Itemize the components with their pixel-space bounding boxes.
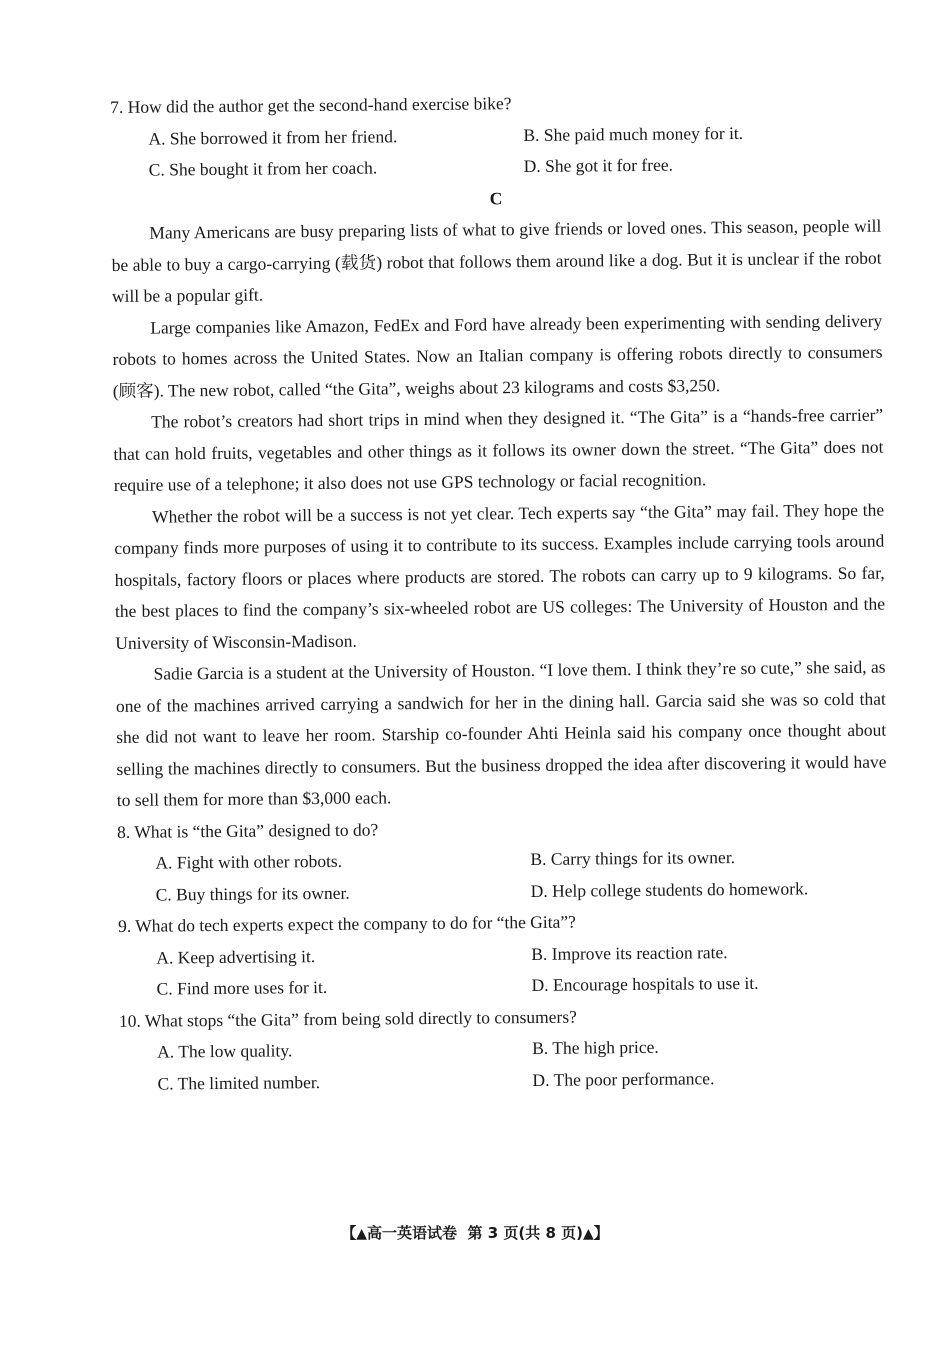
option-a: A. Keep advertising it.: [156, 945, 316, 968]
question-9: [118, 904, 889, 1006]
page-number: 第 3 页(共 8 页): [467, 1224, 583, 1242]
option-c: C. The limited number.: [157, 1071, 321, 1094]
bracket-open: 【: [341, 1224, 357, 1242]
paragraph: Whether the robot will be a success is not yet clear. Tech experts say “the Gita” may fail. They hope the company finds more purposes of using it to contribute to its success. Examples include carrying tools around hospitals, factory floors or places where products are stored. The robots can carry up to 9 kilograms. So far, the best places to find the company’s six-wheeled robot are US colleges: The University of Houston and the University of Wisconsin-Madison.: [114, 499, 886, 653]
option-d: D. Help college students do homework.: [530, 877, 809, 901]
option-a: A. Fight with other robots.: [155, 850, 343, 873]
paragraph: Sadie Garcia is a student at the University of Houston. “I love them. I think they’re so cute,” she said, as one of the machines arrived carrying a sandwich for her in the dining hall. Garcia said she was so cold that she did not want to leave her room. Starship co-founder Ahti Heinla said his company once thought about selling the machines directly to consumers. But the business dropped the idea after discovering it would have to sell them for more than $3,000 each.: [115, 656, 887, 810]
paragraph: Large companies like Amazon, FedEx and Ford have already been experimenting with sending delivery robots to homes across the United States. Now an Italian company is offering robots directly to consumers (顾客). The new robot, called “the Gita”, weighs about 23 kilograms and costs $3,250.: [112, 310, 883, 401]
paragraph: Many Americans are busy preparing lists of what to give friends or loved ones. This season, people will be able to buy a cargo-carrying (载货) robot that follows them around like a dog. But it is unclear if the robot will be a popular gift.: [111, 215, 882, 306]
options: [117, 841, 888, 911]
section-heading: C: [489, 187, 503, 208]
exam-page: [110, 85, 890, 1100]
option-d: D. Encourage hospitals to use it.: [531, 972, 759, 995]
bracket-close: 】: [593, 1224, 609, 1242]
paragraph: The robot’s creators had short trips in mind when they designed it. “The Gita” is a “hands-free carrier” that can hold fruits, vegetables and other things as it follows its owner down the street. “The Gita” does not require use of a telephone; it also does not use GPS technology or facial recognition.: [113, 404, 884, 495]
options: [118, 935, 889, 1005]
option-a: A. The low quality.: [157, 1040, 293, 1062]
option-c: C. Buy things for its owner.: [155, 882, 350, 905]
question-text: 8. What is “the Gita” designed to do?: [117, 818, 379, 842]
question-text: 9. What do tech experts expect the company to do for “the Gita”?: [117, 911, 576, 936]
footer-title: 高一英语试卷: [367, 1224, 458, 1242]
option-b: B. The high price.: [532, 1036, 659, 1058]
option-b: B. Improve its reaction rate.: [531, 941, 728, 964]
options: [119, 1030, 890, 1100]
option-c: C. Find more uses for it.: [156, 976, 328, 999]
option-d: D. The poor performance.: [532, 1067, 715, 1090]
triangle-icon: ▲: [582, 1226, 594, 1242]
passage: [111, 211, 887, 817]
question-10: [119, 998, 890, 1100]
option-a: A. She borrowed it from her friend.: [148, 125, 398, 149]
question-8: [117, 809, 888, 911]
question-text: 10. What stops “the Gita” from being sold directly to consumers?: [118, 1006, 577, 1031]
triangle-icon: ▲: [356, 1226, 368, 1242]
question-7: [110, 85, 881, 187]
option-b: B. Carry things for its owner.: [530, 847, 736, 869]
option-c: C. She bought it from her coach.: [148, 157, 378, 180]
page-footer: [0, 1222, 950, 1243]
question-text: 7. How did the author get the second-hand exercise bike?: [110, 93, 512, 117]
option-d: D. She got it for free.: [523, 154, 674, 177]
option-b: B. She paid much money for it.: [523, 122, 744, 145]
options: [110, 116, 881, 186]
